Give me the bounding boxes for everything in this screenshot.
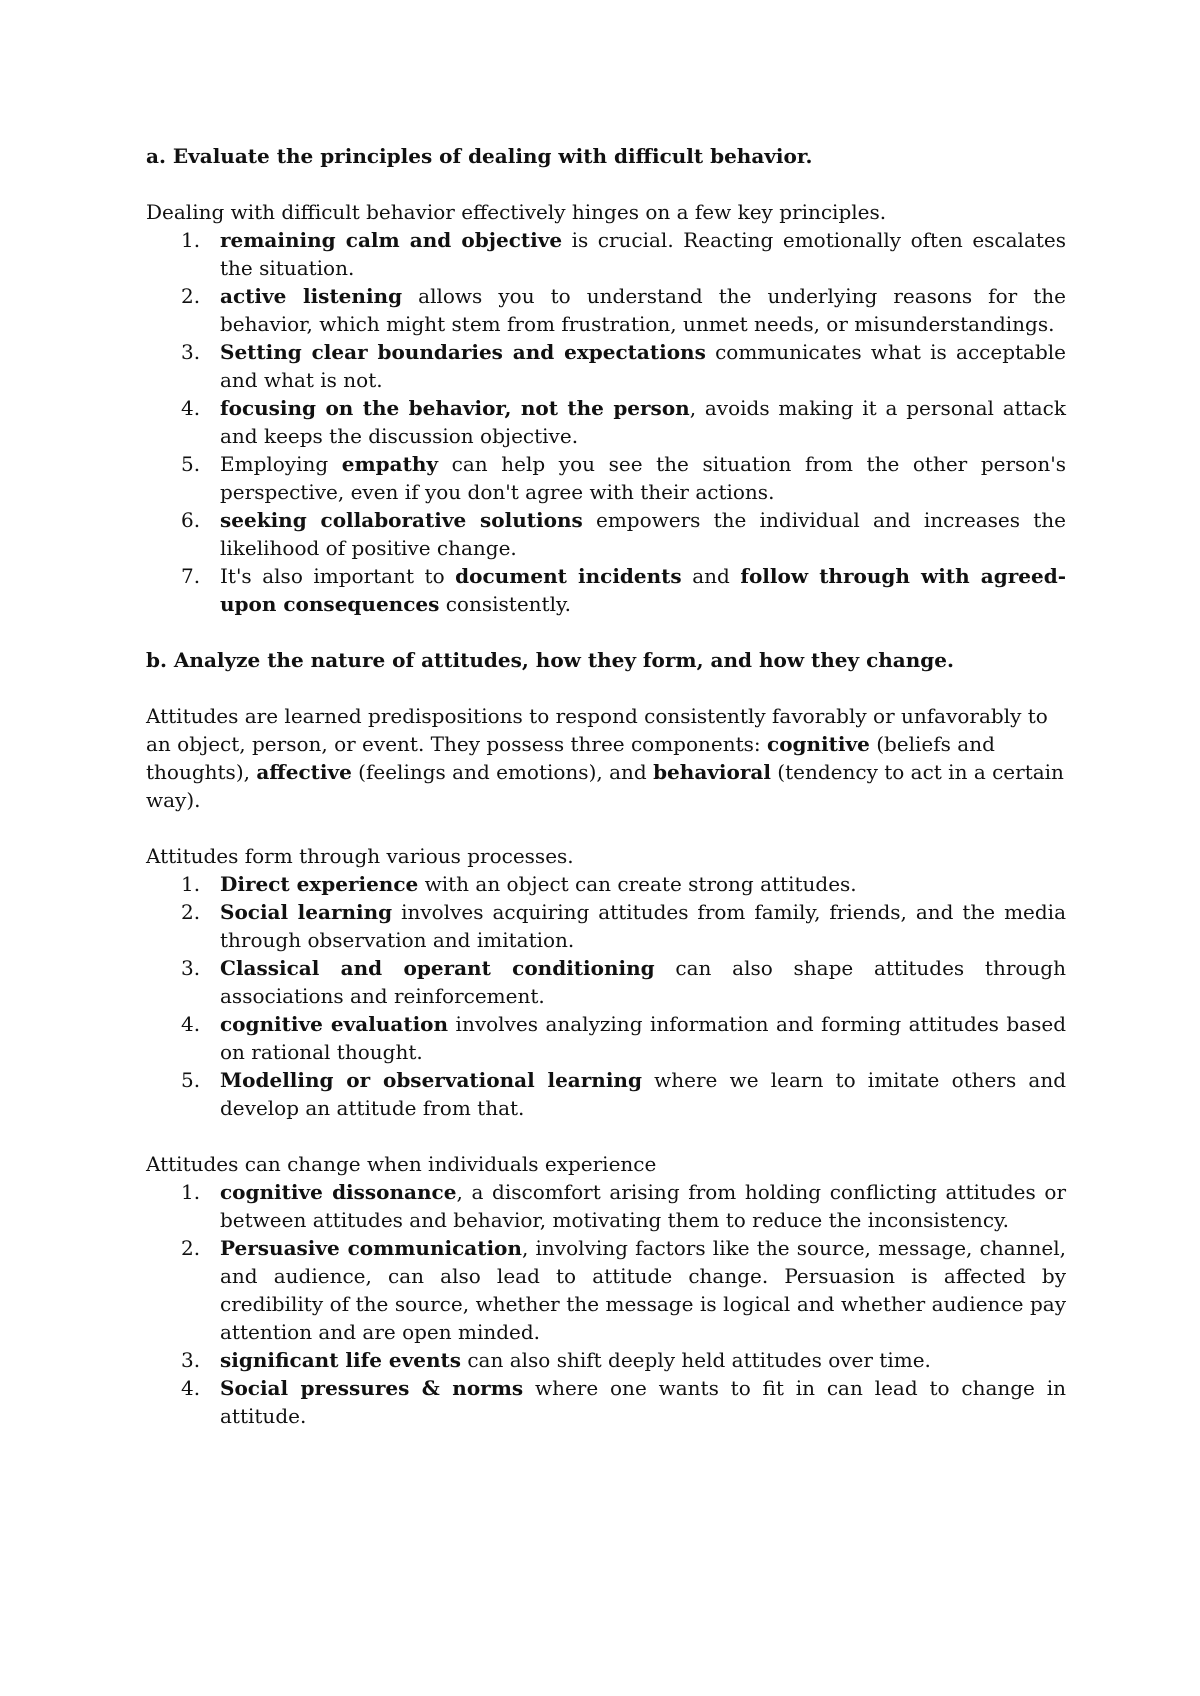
section-a-principles-list	[146, 226, 1066, 618]
list-item	[146, 338, 1066, 394]
list-number: 1.	[181, 872, 201, 896]
attitude-change-list	[146, 1178, 1066, 1430]
text-run: (beliefs and thoughts),	[146, 732, 995, 784]
list-number: 5.	[181, 452, 201, 476]
list-number: 2.	[181, 900, 201, 924]
text-run: with an object can create strong attitudes.	[418, 872, 857, 896]
list-item	[146, 450, 1066, 506]
text-run: where one wants to fit in can lead to change in attitude.	[220, 1376, 1066, 1428]
list-number: 3.	[181, 340, 201, 364]
section-a-intro: Dealing with difficult behavior effectively hinges on a few key principles.	[146, 200, 887, 224]
text-run: , a discomfort arising from holding conflicting attitudes or between attitudes and behavior, motivating them to reduce the inconsistency.	[220, 1180, 1067, 1232]
list-item	[146, 226, 1066, 282]
list-number: 6.	[181, 508, 201, 532]
bold-term: seeking collaborative solutions	[220, 508, 583, 532]
bold-term: focusing on the behavior, not the person	[220, 396, 690, 420]
bold-term: active listening	[220, 284, 403, 308]
section-b-heading: b. Analyze the nature of attitudes, how they form, and how they change.	[146, 648, 954, 672]
bold-term: cognitive dissonance	[220, 1180, 457, 1204]
list-item	[146, 1066, 1066, 1122]
list-number: 2.	[181, 1236, 201, 1260]
list-item	[146, 394, 1066, 450]
bold-term: behavioral	[653, 760, 771, 784]
text-run: is crucial. Reacting emotionally often escalates the situation.	[220, 228, 1067, 280]
bold-term: Social pressures & norms	[220, 1376, 524, 1400]
text-run: (feelings and emotions), and	[351, 760, 654, 784]
text-run: involves acquiring attitudes from family, friends, and the media through observation and imitation.	[220, 900, 1066, 952]
attitude-change-intro: Attitudes can change when individuals experience	[146, 1152, 657, 1176]
list-item	[146, 1346, 1066, 1374]
text-run: can also shift deeply held attitudes over time.	[461, 1348, 931, 1372]
text-run: involves analyzing information and forming attitudes based on rational thought.	[220, 1012, 1066, 1064]
bold-term: remaining calm and objective	[220, 228, 563, 252]
bold-term: affective	[256, 760, 352, 784]
bold-term: significant life events	[220, 1348, 461, 1372]
bold-term: Direct experience	[220, 872, 419, 896]
text-run: It's also important to	[220, 564, 456, 588]
list-number: 1.	[181, 1180, 201, 1204]
text-run: where we learn to imitate others and develop an attitude from that.	[220, 1068, 1067, 1120]
text-run: Employing	[220, 452, 342, 476]
section-a-heading: a. Evaluate the principles of dealing with difficult behavior.	[146, 144, 813, 168]
list-number: 4.	[181, 1376, 201, 1400]
list-number: 3.	[181, 1348, 201, 1372]
list-item	[146, 1178, 1066, 1234]
text-run: allows you to understand the underlying reasons for the behavior, which might stem from frustration, unmet needs, or misunderstandings.	[220, 284, 1066, 336]
bold-term: Classical and operant conditioning	[220, 956, 655, 980]
bold-term: Modelling or observational learning	[220, 1068, 642, 1092]
text-run: , involving factors like the source, message, channel, and audience, can also lead to attitude change. Persuasion is affected by credibility of the source, whether the message is logical and whether audience pay attention and are open minded.	[220, 1236, 1066, 1344]
list-number: 2.	[181, 284, 201, 308]
document-body	[146, 142, 1066, 1430]
bold-term: cognitive	[767, 732, 870, 756]
text-run: (tendency to act in a certain way).	[146, 760, 1064, 812]
list-number: 5.	[181, 1068, 201, 1092]
list-number: 4.	[181, 1012, 201, 1036]
list-number: 4.	[181, 396, 201, 420]
bold-term: document incidents	[455, 564, 682, 588]
text-run: , avoids making it a personal attack and keeps the discussion objective.	[220, 396, 1066, 448]
list-number: 1.	[181, 228, 201, 252]
text-run: communicates what is acceptable and what is not.	[220, 340, 1067, 392]
bold-term: Social learning	[220, 900, 393, 924]
text-run: can also shape attitudes through associations and reinforcement.	[220, 956, 1066, 1008]
text-run: can help you see the situation from the other person's perspective, even if you don't agree with their actions.	[220, 452, 1066, 504]
section-b-intro	[146, 702, 1066, 814]
text-run: consistently.	[439, 592, 571, 616]
list-item	[146, 506, 1066, 562]
bold-term: Setting clear boundaries and expectations	[220, 340, 706, 364]
attitude-formation-list	[146, 870, 1066, 1122]
list-item	[146, 870, 1066, 898]
bold-term: empathy	[341, 452, 439, 476]
list-item	[146, 282, 1066, 338]
text-run: Attitudes are learned predispositions to respond consistently favorably or unfavorably to an object, person, or event. They possess three components:	[146, 704, 1048, 756]
attitude-formation-intro: Attitudes form through various processes.	[146, 844, 574, 868]
text-run: and	[681, 564, 741, 588]
list-item	[146, 1234, 1066, 1346]
list-item	[146, 954, 1066, 1010]
list-number: 7.	[181, 564, 201, 588]
list-item	[146, 562, 1066, 618]
bold-term: follow through with agreed-upon consequences	[220, 564, 1066, 616]
text-run: empowers the individual and increases the likelihood of positive change.	[220, 508, 1066, 560]
list-item	[146, 898, 1066, 954]
list-number: 3.	[181, 956, 201, 980]
bold-term: cognitive evaluation	[220, 1012, 449, 1036]
list-item	[146, 1374, 1066, 1430]
list-item	[146, 1010, 1066, 1066]
bold-term: Persuasive communication	[220, 1236, 522, 1260]
